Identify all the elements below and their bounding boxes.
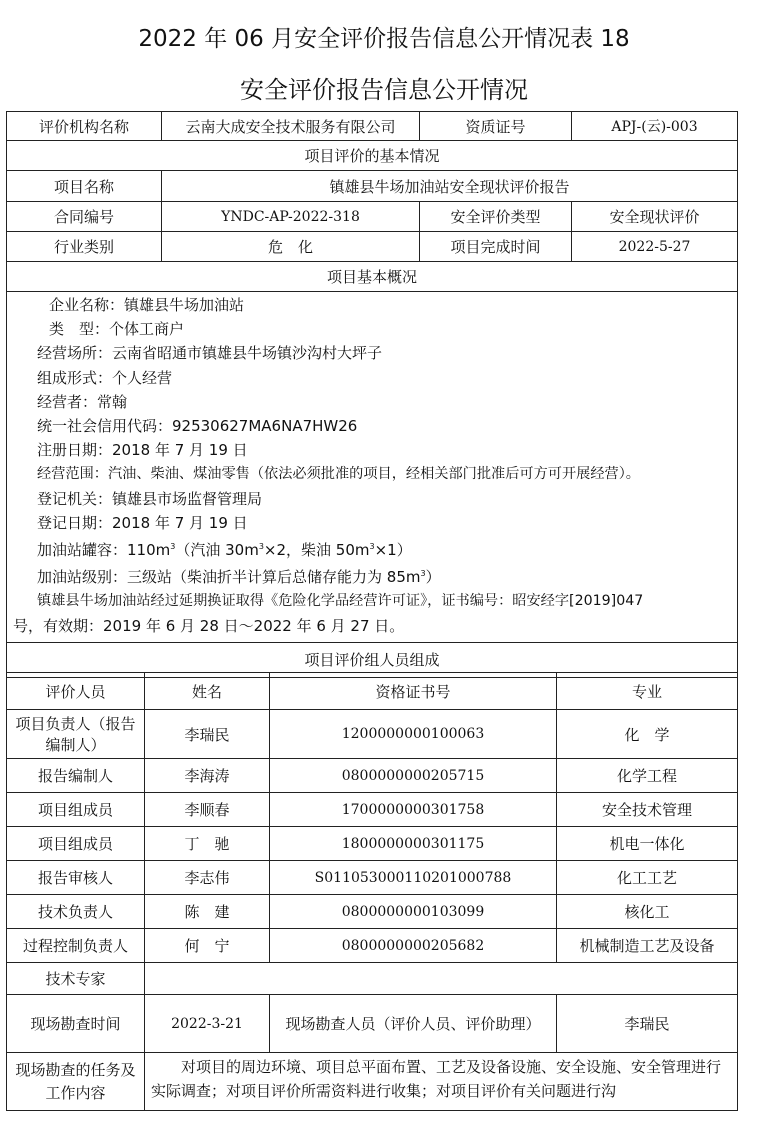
survey-staff-value: 李瑞民 (557, 995, 738, 1053)
survey-staff-label: 现场勘查人员（评价人员、评价助理） (270, 995, 557, 1053)
section-overview: 项目基本概况 (7, 262, 738, 292)
survey-time-label: 现场勘查时间 (7, 995, 145, 1053)
industry-value: 危 化 (162, 232, 420, 262)
role: 报告编制人 (7, 759, 145, 793)
team-header: 评价人员 (7, 673, 145, 710)
table-row (7, 827, 738, 861)
overview-line: 统一社会信用代码：92530627MA6NA7HW26 (37, 417, 358, 436)
task-value: 对项目的周边环境、项目总平面布置、工艺及设备设施、安全设施、安全管理进行实际调查；对项目评价所需资料进行收集；对项目评价有关问题进行沟 (145, 1053, 738, 1111)
table-title: 安全评价报告信息公开情况 (240, 76, 528, 104)
member-name: 李顺春 (145, 793, 270, 827)
document-title: 2022 年 06 月安全评价报告信息公开情况表 18 (138, 26, 630, 52)
major: 化学工程 (557, 759, 738, 793)
section-team: 项目评价组人员组成 (7, 642, 738, 677)
role: 技术负责人 (7, 895, 145, 929)
overview-line: 类 型：个体工商户 (49, 320, 185, 339)
overview-line: 镇雄县牛场加油站经过延期换证取得《危险化学品经营许可证》，证书编号：昭安经字[2019]047 (37, 593, 644, 610)
cert-number: 0800000000205715 (270, 759, 557, 793)
project-name-label: 项目名称 (7, 171, 162, 202)
cert-number: 1700000000301758 (270, 793, 557, 827)
table-row (7, 963, 738, 995)
overview-line-level: 加油站级别：三级站（柴油折半计算后总储存能力为 $85m^3$） (37, 568, 441, 587)
cert-number: 1800000000301175 (270, 827, 557, 861)
table-row (7, 710, 738, 759)
cert-value: APJ-(云)-003 (572, 112, 738, 141)
overview-line: 经营场所：云南省昭通市镇雄县牛场镇沙沟村大坪子 (37, 344, 383, 363)
team-header: 资格证书号 (270, 673, 557, 710)
table-row (7, 895, 738, 929)
role: 项目组成员 (7, 793, 145, 827)
table-row (7, 861, 738, 895)
project-name-value: 镇雄县牛场加油站安全现状评价报告 (162, 171, 738, 202)
member-name: 李志伟 (145, 861, 270, 895)
major: 化工工艺 (557, 861, 738, 895)
overview-line: 注册日期：2018 年 7 月 19 日 (37, 441, 248, 460)
member-name: 李海涛 (145, 759, 270, 793)
cert-number: 1200000000100063 (270, 710, 557, 759)
section-basic: 项目评价的基本情况 (7, 141, 738, 171)
finish-time-value: 2022-5-27 (572, 232, 738, 262)
table-row (7, 793, 738, 827)
overview-line: 登记日期：2018 年 7 月 19 日 (37, 513, 248, 532)
survey-table (6, 994, 738, 1111)
member-name: 陈 建 (145, 895, 270, 929)
finish-time-label: 项目完成时间 (420, 232, 572, 262)
major: 化 学 (557, 710, 738, 759)
team-header: 姓名 (145, 673, 270, 710)
overview-line: 登记机关：镇雄县市场监督管理局 (37, 489, 263, 508)
cert-number: S011053000110201000788 (270, 861, 557, 895)
contract-value: YNDC-AP-2022-318 (162, 202, 420, 232)
org-label: 评价机构名称 (7, 112, 162, 141)
major: 机电一体化 (557, 827, 738, 861)
eval-type-label: 安全评价类型 (420, 202, 572, 232)
member-name: 李瑞民 (145, 710, 270, 759)
major: 核化工 (557, 895, 738, 929)
industry-label: 行业类别 (7, 232, 162, 262)
member-name: 何 宁 (145, 929, 270, 963)
role: 报告审核人 (7, 861, 145, 895)
role: 项目组成员 (7, 827, 145, 861)
team-table (6, 672, 738, 995)
contract-label: 合同编号 (7, 202, 162, 232)
table-row (7, 929, 738, 963)
task-label: 现场勘查的任务及工作内容 (7, 1053, 145, 1111)
role: 项目负责人（报告编制人） (7, 710, 145, 759)
overview-line: 经营范围：汽油、柴油、煤油零售（依法必须批准的项目，经相关部门批准后可方可开展经营）。 (37, 466, 640, 483)
expert-value (145, 963, 738, 995)
overview-line: 企业名称：镇雄县牛场加油站 (49, 296, 245, 314)
major: 安全技术管理 (557, 793, 738, 827)
overview-content (7, 292, 738, 643)
major: 机械制造工艺及设备 (557, 929, 738, 963)
overview-line: 号，有效期：2019 年 6 月 28 日～2022 年 6 月 27 日。 (13, 616, 405, 635)
overview-line: 组成形式：个人经营 (37, 368, 173, 387)
expert-label: 技术专家 (7, 963, 145, 995)
table-row (7, 759, 738, 793)
cert-number: 0800000000103099 (270, 895, 557, 929)
overview-line: 经营者：常翰 (37, 392, 128, 411)
info-table (6, 111, 738, 678)
org-value: 云南大成安全技术服务有限公司 (162, 112, 420, 141)
member-name: 丁 驰 (145, 827, 270, 861)
cert-label: 资质证号 (420, 112, 572, 141)
survey-time-value: 2022-3-21 (145, 995, 270, 1053)
overview-line-tank: 加油站罐容：$110m^3$（汽油 $30m^3\times 2$，柴油 $50m^3\times 1$） (37, 541, 412, 560)
cert-number: 0800000000205682 (270, 929, 557, 963)
role: 过程控制负责人 (7, 929, 145, 963)
eval-type-value: 安全现状评价 (572, 202, 738, 232)
team-header: 专业 (557, 673, 738, 710)
